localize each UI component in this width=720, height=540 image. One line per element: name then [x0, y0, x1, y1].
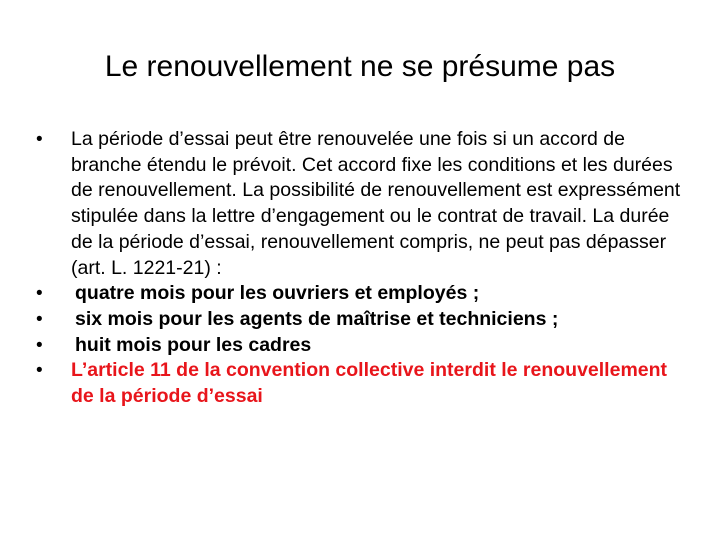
bullet-text-ouvriers: quatre mois pour les ouvriers et employés ; — [75, 282, 480, 305]
list-item — [36, 358, 686, 409]
bullet-text-convention: L’article 11 de la convention collective interdit le renouvellement de la période d’essai — [71, 359, 668, 408]
list-item — [36, 333, 686, 359]
bullet-icon: • — [36, 334, 43, 356]
bullet-icon: • — [36, 283, 43, 305]
bullet-list — [36, 127, 686, 410]
bullet-text-maitrise: six mois pour les agents de maîtrise et techniciens ; — [75, 307, 559, 330]
list-item — [36, 307, 686, 333]
list-item — [36, 281, 686, 307]
bullet-text-cadres: huit mois pour les cadres — [75, 333, 312, 356]
slide-title: Le renouvellement ne se présume pas — [104, 50, 616, 83]
list-item — [36, 127, 686, 281]
bullet-icon: • — [36, 308, 43, 330]
bullet-text-intro: La période d’essai peut être renouvelée une fois si un accord de branche étendu le prévoit. Cet accord fixe les conditions et les durées de renouvellement. La possibilité de renouvellement est expressément stipulée dans la lettre d’engagement ou le contrat de travail. La durée de la période d’essai, renouvellement compris, ne peut pas dépasser (art. L. 1221-21) : — [71, 128, 681, 279]
bullet-icon: • — [36, 360, 43, 382]
bullet-icon: • — [36, 129, 43, 150]
